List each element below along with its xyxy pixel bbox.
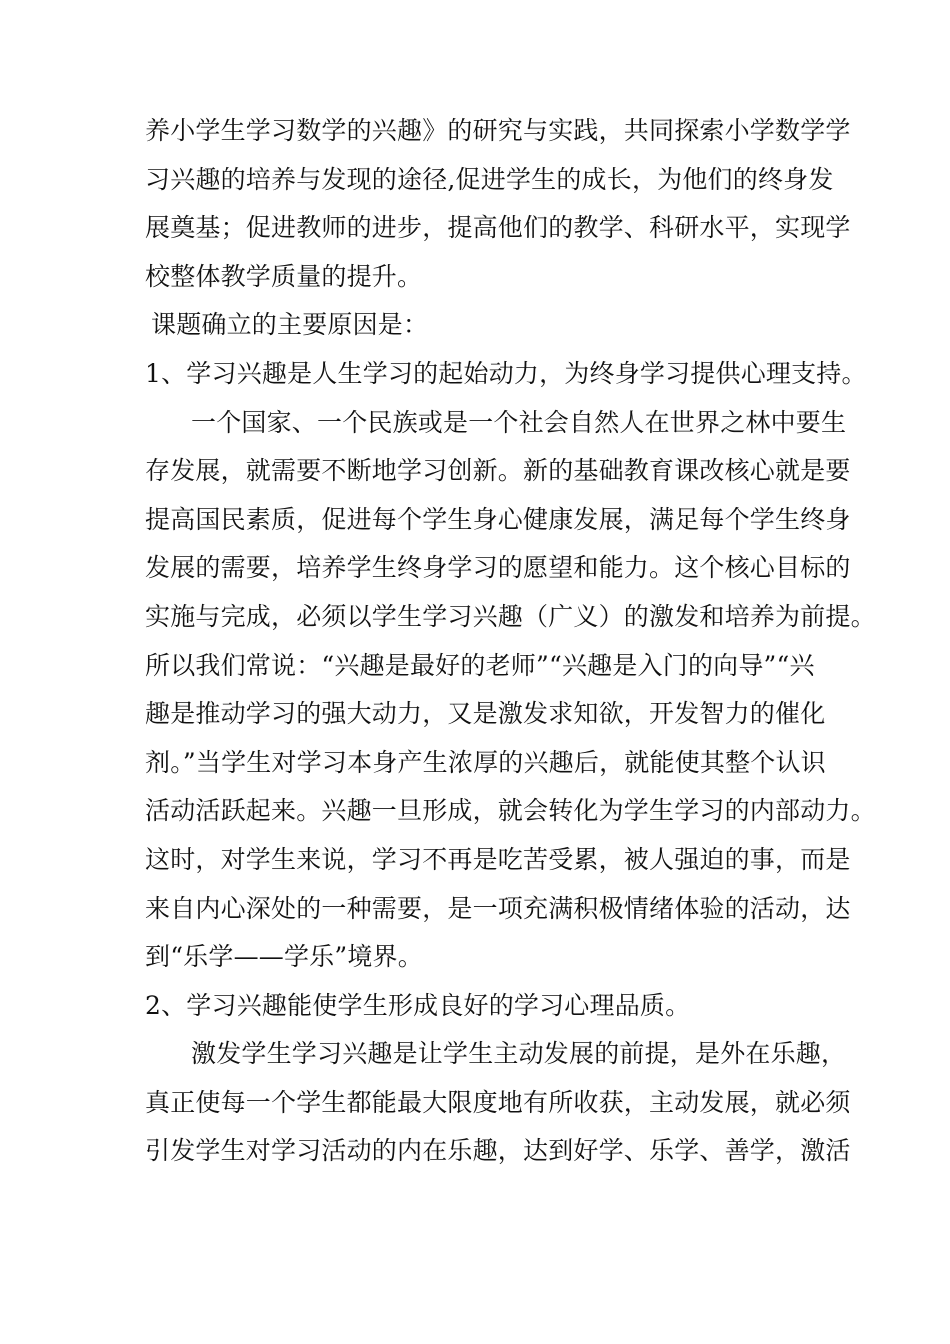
text-line: 展奠基；促进教师的进步，提高他们的教学、科研水平，实现学	[145, 213, 851, 243]
text-line: 所以我们常说：“兴趣是最好的老师”“兴趣是入门的向导”“兴	[145, 650, 815, 680]
body-text	[145, 107, 876, 1176]
text-line: 课题确立的主要原因是：	[151, 310, 429, 340]
text-line: 激发学生学习兴趣是让学生主动发展的前提，是外在乐趣，	[191, 1039, 847, 1069]
text-line: 发展的需要，培养学生终身学习的愿望和能力。这个核心目标的	[145, 553, 851, 583]
text-line: 2、学习兴趣能使学生形成良好的学习心理品质。	[145, 990, 691, 1020]
text-line: 剂。”当学生对学习本身产生浓厚的兴趣后，就能使其整个认识	[145, 747, 826, 777]
text-line: 实施与完成，必须以学生学习兴趣（广义）的激发和培养为前提。	[145, 601, 876, 631]
text-line: 来自内心深处的一种需要，是一项充满积极情绪体验的活动，达	[145, 893, 851, 923]
text-line: 引发学生对学习活动的内在乐趣，达到好学、乐学、善学，激活	[145, 1136, 851, 1166]
text-line: 一个国家、一个民族或是一个社会自然人在世界之林中要生	[191, 407, 847, 437]
text-line: 校整体教学质量的提升。	[145, 261, 423, 291]
text-line: 到“乐学——学乐”境界。	[145, 942, 423, 972]
text-line: 提高国民素质，促进每个学生身心健康发展，满足每个学生终身	[145, 504, 851, 534]
text-line: 存发展，就需要不断地学习创新。新的基础教育课改核心就是要	[145, 456, 851, 486]
text-line: 养小学生学习数学的兴趣》的研究与实践，共同探索小学数学学	[145, 116, 851, 145]
text-line: 趣是推动学习的强大动力，又是激发求知欲，开发智力的催化	[145, 699, 826, 729]
text-line: 真正使每一个学生都能最大限度地有所收获，主动发展，就必须	[145, 1087, 851, 1117]
text-line: 这时，对学生来说，学习不再是吃苦受累，被人强迫的事，而是	[145, 844, 851, 874]
text-line: 活动活跃起来。兴趣一旦形成，就会转化为学生学习的内部动力。	[145, 796, 876, 826]
text-line: 习兴趣的培养与发现的途径,促进学生的成长，为他们的终身发	[145, 164, 834, 194]
text-line: 1、学习兴趣是人生学习的起始动力，为终身学习提供心理支持。	[145, 358, 867, 388]
